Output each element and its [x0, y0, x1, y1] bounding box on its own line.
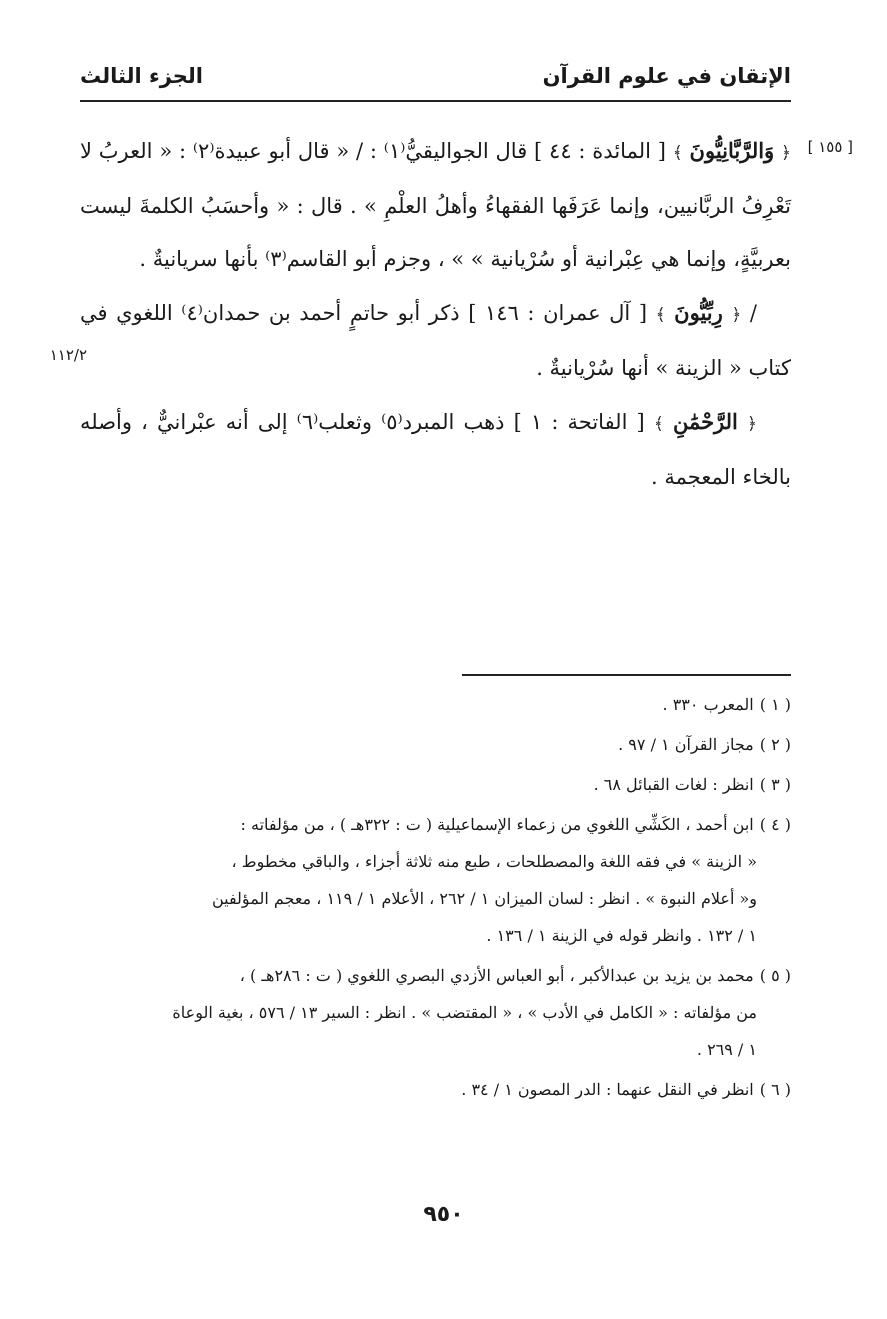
footnote-line: و« أعلام النبوة » . انظر : لسان الميزان ١ / ٢٦٢ ، الأعلام ١ / ١١٩ ، معجم المؤلفين [211, 889, 757, 908]
footnote-number: ( ٢ ) [759, 735, 791, 754]
footnote-number: ( ٣ ) [759, 775, 791, 794]
entry-number: [ ١٥٥ ] [807, 138, 853, 156]
footnote-line: ١ / ١٣٢ . وانظر قوله في الزينة ١ / ١٣٦ . [486, 926, 757, 945]
footnote [80, 686, 791, 723]
entry-text: [ المائدة : ٤٤ ] قال الجواليقيُّ⁽١⁾ : / « قال أبو عبيدة⁽٢⁾ : « العربُ لا تَعْرِفُ الربَّانيين، وإنما عَرَفَها الفقهاءُ وأهلُ العلْمِ » . قال : « وأحسَبُ الكلمةَ ليست بعربيَّةٍ، وإنما هي عِبْرانية أو سُرْيانية » » ، وجزم أبو القاسم⁽٣⁾ بأنها سريانيةٌ . [80, 139, 791, 271]
book-title: الإتقان في علوم القرآن [542, 64, 791, 88]
entry-text: [ آل عمران : ١٤٦ ] ذكر أبو حاتمٍ أحمد بن حمدان⁽٤⁾ اللغوي في كتاب « الزينة » أنها سُرْيانيةٌ . [80, 301, 791, 380]
ornate-bracket-close: ﴾ [653, 414, 664, 434]
footnote-line: ابن أحمد ، الكَشِّي اللغوي من زعماء الإسماعيلية ( ت : ٣٢٢هـ ) ، من مؤلفاته : [240, 815, 754, 834]
footnote [80, 1071, 791, 1108]
quran-word: الرَّحْمَٰنِ [672, 409, 738, 434]
volume-page-marker: ١١٢/٢ [49, 346, 87, 364]
footnote-line: ١ / ٢٦٩ . [696, 1040, 757, 1059]
header-rule [80, 100, 791, 102]
footnote [80, 726, 791, 763]
entry-paragraph [80, 395, 791, 504]
footnote [80, 806, 791, 954]
ornate-bracket-close: ﴾ [672, 143, 683, 163]
entry-text: [ الفاتحة : ١ ] ذهب المبرد⁽٥⁾ وثعلب⁽٦⁾ إلى أنه عبْرانيٌّ ، وأصله بالخاء المعجمة . [80, 410, 791, 489]
footnote-rule [462, 674, 791, 676]
footnote [80, 957, 791, 1068]
quran-word: رِبِّيُّونَ [674, 300, 723, 325]
ornate-bracket-open: ﴿ [781, 143, 791, 163]
footnote [80, 766, 791, 803]
footnote-line: « الزينة » في فقه اللغة والمصطلحات ، طبع منه ثلاثة أجزاء ، والباقي مخطوط ، [231, 852, 757, 871]
entry-paragraph [80, 124, 791, 286]
footnotes [80, 686, 791, 1111]
ornate-bracket-close: ﴾ [655, 305, 666, 325]
footnote-line: انظر في النقل عنهما : الدر المصون ١ / ٣٤ . [461, 1080, 754, 1099]
footnote-number: ( ١ ) [759, 695, 791, 714]
footnote-line: محمد بن يزيد بن عبدالأكبر ، أبو العباس الأزدي البصري اللغوي ( ت : ٢٨٦هـ ) ، [239, 966, 754, 985]
page-break-marker: / [741, 301, 757, 325]
main-text [80, 124, 791, 504]
footnote-line: المعرب ٣٣٠ . [662, 695, 754, 714]
ornate-bracket-open: ﴿ [731, 305, 742, 325]
quran-word: وَالرَّبَّانِيُّونَ [689, 138, 775, 163]
footnote-line: من مؤلفاته : « الكامل في الأدب » ، « المقتضب » . انظر : السير ١٣ / ٥٧٦ ، بغية الوعاة [172, 1003, 757, 1022]
footnote-line: انظر : لغات القبائل ٦٨ . [593, 775, 754, 794]
footnote-number: ( ٥ ) [759, 966, 791, 985]
entry-paragraph [80, 286, 791, 395]
page-number: ٩٥٠ [423, 1202, 464, 1227]
footnote-line: مجاز القرآن ١ / ٩٧ . [618, 735, 754, 754]
footnote-number: ( ٦ ) [759, 1080, 791, 1099]
volume-label: الجزء الثالث [80, 64, 203, 88]
footnote-number: ( ٤ ) [759, 815, 791, 834]
ornate-bracket-open: ﴿ [747, 414, 757, 434]
running-header [80, 56, 791, 96]
